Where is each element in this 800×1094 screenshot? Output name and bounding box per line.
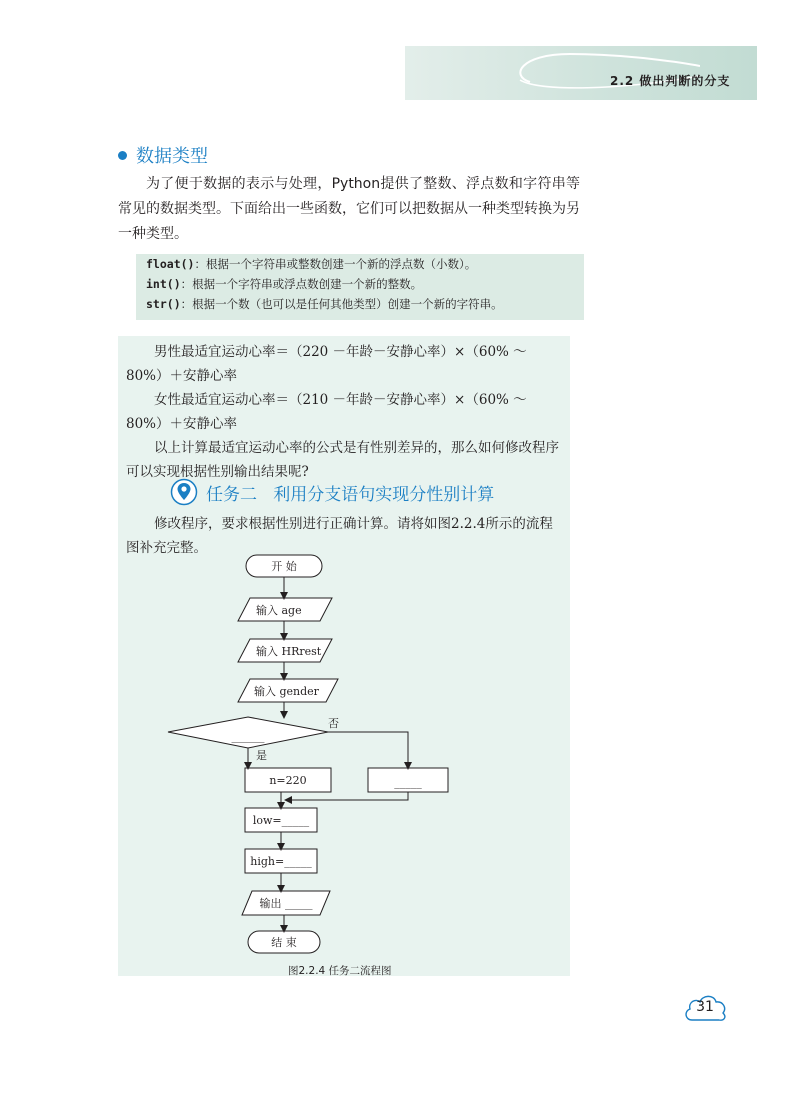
flow-yes-assign-label: n=220 <box>269 774 307 787</box>
figure-caption: 图2.2.4 任务二流程图 <box>288 965 392 977</box>
intro-paragraph: 为了便于数据的表示与处理，Python提供了整数、浮点数和字符串等常见的数据类型。下面给出一些函数，它们可以把数据从一种类型转换为另一种类型。 <box>118 176 580 242</box>
flow-no-label: 否 <box>328 717 339 730</box>
female-formula: 女性最适宜运动心率＝（210 －年龄－安静心率）×（60% ～ 80%）＋安静心率 <box>126 392 527 432</box>
function-name: str() <box>146 297 181 311</box>
flow-start-label: 开 始 <box>271 560 297 573</box>
flowchart <box>118 545 570 965</box>
page-number: 31 <box>696 999 714 1015</box>
flow-output-label: 输出 _____ <box>259 897 313 910</box>
flow-arrow-merge <box>286 792 408 800</box>
function-desc: ：根据一个字符串或浮点数创建一个新的整数。 <box>180 277 423 291</box>
function-item-float <box>146 254 584 274</box>
task-title: 任务二 利用分支语句实现分性别计算 <box>206 484 495 505</box>
male-formula: 男性最适宜运动心率＝（220 －年龄－安静心率）×（60% ～ 80%）＋安静心率 <box>126 344 527 384</box>
flow-low-label: low=_____ <box>252 814 310 827</box>
flow-end-label: 结 束 <box>271 936 297 949</box>
function-name: float() <box>146 257 195 271</box>
function-item-int <box>146 274 584 294</box>
flow-input-gender-label: 输入 gender <box>254 685 319 698</box>
function-list <box>136 254 584 320</box>
flow-input-age-label: 输入 age <box>256 604 302 617</box>
function-name: int() <box>146 277 181 291</box>
task-heading <box>170 478 494 506</box>
running-header: 2.2 做出判断的分支 <box>610 74 731 88</box>
section-title: 数据类型 <box>136 146 208 167</box>
flow-decision-label: ______ <box>231 730 265 743</box>
bullet-dot-icon <box>118 151 127 160</box>
location-pin-icon <box>170 478 198 506</box>
function-desc: ：根据一个数（也可以是任何其他类型）创建一个新的字符串。 <box>180 297 503 311</box>
section-heading <box>118 142 208 168</box>
function-desc: ：根据一个字符串或整数创建一个新的浮点数（小数）。 <box>194 257 477 271</box>
flow-arrow-no-branch <box>328 732 408 768</box>
function-item-str <box>146 294 584 314</box>
flow-no-assign-label: _____ <box>394 776 422 789</box>
task-description: 修改程序，要求根据性别进行正确计算。请将如图2.2.4所示的流程图补充完整。 <box>126 516 553 556</box>
flow-high-label: high=_____ <box>250 855 312 868</box>
flow-input-hrrest-label: 输入 HRrest <box>256 645 322 658</box>
question-text: 以上计算最适宜运动心率的公式是有性别差异的，那么如何修改程序可以实现根据性别输出结果呢? <box>126 440 559 480</box>
flow-yes-label: 是 <box>256 749 267 762</box>
